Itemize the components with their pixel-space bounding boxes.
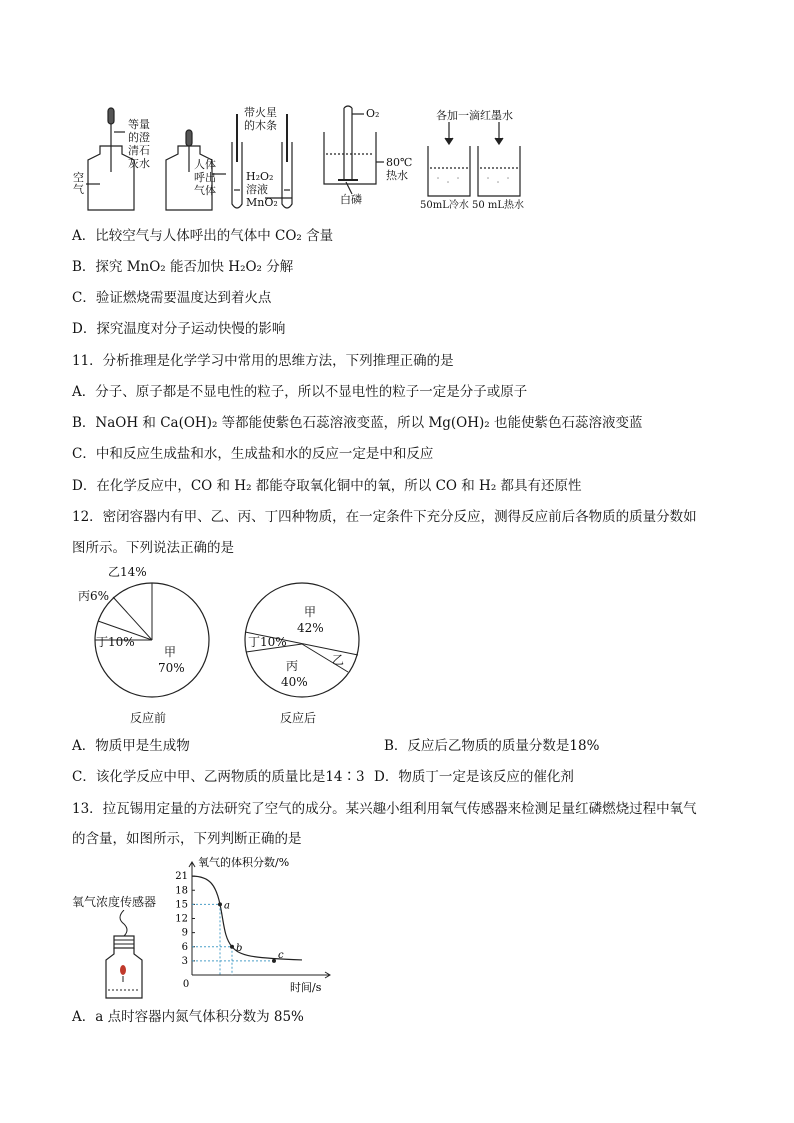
q12-option-b: B．反应后乙物质的质量分数是18% [384, 738, 600, 754]
fig1-right-label: 人体 呼出 气体 [194, 158, 216, 197]
data-point-a [218, 902, 222, 906]
y-tick-label: 15 [175, 899, 188, 911]
y-tick-label: 12 [175, 913, 188, 925]
data-point-label-a: a [224, 900, 230, 912]
y-tick-label: 18 [175, 885, 188, 897]
q10-option-b: B．探究 MnO₂ 能否加快 H₂O₂ 分解 [72, 259, 294, 275]
pie-before-caption: 反应前 [130, 711, 167, 725]
pie-after-bing-pct: 40% [281, 675, 308, 689]
q10-option-a: A．比较空气与人体呼出的气体中 CO₂ 含量 [72, 228, 334, 244]
q10-option-d: D．探究温度对分子运动快慢的影响 [72, 321, 286, 337]
fig4-beakers [428, 122, 520, 196]
y-tick-label: 9 [181, 927, 188, 939]
pie-before-bing-label: 丙6% [78, 589, 110, 603]
data-point-label-c: c [278, 949, 284, 961]
pie-before-yi-label: 乙14% [108, 565, 147, 579]
q10-option-c: C．验证燃烧需要温度达到着火点 [72, 290, 272, 306]
pie-before-jia-label: 甲 [164, 645, 177, 659]
q11-option-d: D．在化学反应中，CO 和 H₂ 都能夺取氧化铜中的氧，所以 CO 和 H₂ 都具有还原性 [72, 478, 582, 494]
data-point-b [230, 945, 234, 949]
data-point-label-b: b [236, 942, 243, 954]
fig2-top-label: 带火星 的木条 [244, 106, 277, 132]
q11-option-a: A．分子、原子都是不显电性的粒子，所以不显电性的粒子一定是分子或原子 [72, 384, 528, 400]
pie-before-ding-label: 丁10% [96, 635, 135, 649]
q12-option-d: D．物质丁一定是该反应的催化剂 [374, 769, 574, 785]
data-point-c [272, 959, 276, 963]
pie-after-caption: 反应后 [280, 711, 317, 725]
pie-after-jia-pct: 42% [297, 621, 324, 635]
fig3-o2-label: O₂ [366, 107, 380, 120]
pie-after-bing-label: 丙 [286, 659, 299, 673]
y-tick-label: 21 [175, 871, 188, 883]
origin-label: 0 [182, 979, 190, 990]
y-tick-label: 6 [181, 941, 188, 953]
pie-after-ding-label: 丁10% [248, 635, 287, 649]
q13-stem-line2: 的含量，如图所示，下列判断正确的是 [72, 831, 302, 847]
q13-sensor-label: 氧气浓度传感器 [72, 895, 157, 909]
q11-stem: 11．分析推理是化学学习中常用的思维方法，下列推理正确的是 [72, 353, 454, 369]
pie-after-jia-label: 甲 [304, 605, 317, 619]
fig2-right-label: H₂O₂ 溶液 MnO₂ [246, 170, 278, 209]
fig4-left-beaker-label: 50mL冷水 [420, 200, 469, 211]
q12-option-c: C．该化学反应中甲、乙两物质的质量比是14∶3 [72, 769, 365, 785]
q13-option-a: A．a 点时容器内氮气体积分数为 85% [72, 1009, 304, 1025]
y-axis-label: 氧气的体积分数/% [198, 856, 290, 869]
q13-stem-line1: 13．拉瓦锡用定量的方法研究了空气的成分。某兴趣小组利用氧气传感器来检测足量红磷燃烧过程中氧气 [72, 801, 697, 817]
fig3-phos-label: 白磷 [340, 193, 362, 206]
q13-oxygen-chart [170, 850, 350, 1000]
fig1-dropper-label: 等量 的澄 清石 灰水 [128, 118, 150, 170]
fig4-right-beaker-label: 50 mL热水 [472, 200, 525, 211]
q11-option-c: C．中和反应生成盐和水，生成盐和水的反应一定是中和反应 [72, 446, 434, 462]
pie-before-jia-pct: 70% [158, 661, 185, 675]
q12-option-a: A．物质甲是生成物 [72, 738, 190, 754]
q13-apparatus [100, 910, 150, 1000]
q11-option-b: B．NaOH 和 Ca(OH)₂ 等都能使紫色石蕊溶液变蓝，所以 Mg(OH)₂ 也能使紫色石蕊溶液变蓝 [72, 415, 643, 431]
x-axis-label: 时间/s [290, 981, 322, 994]
y-tick-label: 3 [181, 955, 188, 967]
oxygen-curve [192, 876, 302, 960]
fig3-water-label: 80℃ 热水 [386, 156, 413, 182]
pie-after-yi-label: 乙 [332, 653, 345, 667]
fig1-left-label: 空气 [73, 171, 84, 196]
q12-stem-line2: 图所示。下列说法正确的是 [72, 540, 234, 556]
q12-stem-line1: 12．密闭容器内有甲、乙、丙、丁四种物质，在一定条件下充分反应，测得反应前后各物质的质量分数如 [72, 509, 697, 525]
fig4-top-label: 各加一滴红墨水 [436, 109, 513, 122]
